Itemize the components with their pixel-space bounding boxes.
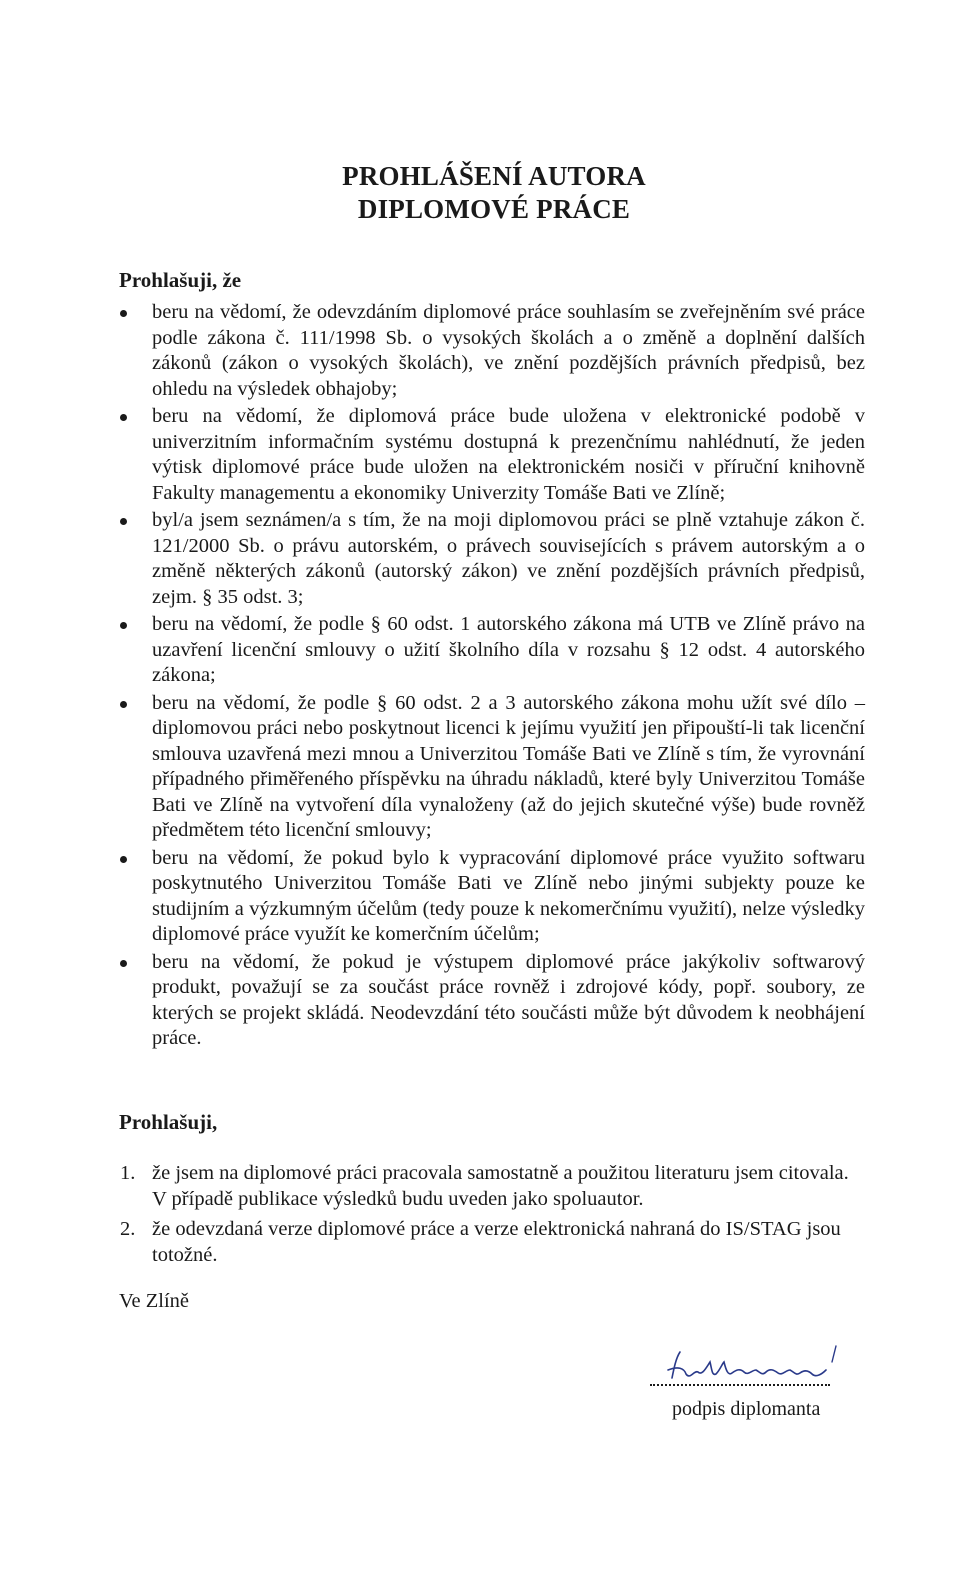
list-item-text: beru na vědomí, že podle § 60 odst. 2 a 3 autorského zákona mohu užít své dílo – diplomovou práci nebo poskytnout licenci k jejímu využití jen připouští-li tak licenční smlouva uzavřená mezi mnou a Univerzitou Tomáše Bati ve Zlíně s tím, že vyrovnání případného přiměřeného příspěvku na úhradu nákladů, které byly Univerzitou Tomáše Bati ve Zlíně na vytvoření díla vynaloženy (až do jejich skutečné výše) bude rovněž předmětem této licenční smlouvy;: [152, 691, 865, 841]
bullet-icon: [120, 414, 127, 421]
list-item-text: beru na vědomí, že pokud bylo k vypracování diplomové práce využito softwaru poskytnutého Univerzitou Tomáše Bati ve Zlíně nebo jinými subjekty pouze ke studijním a výzkumným účelům (tedy pouze k nekomerčnímu využití), nelze výsledky diplomové práce využít ke komerčním účelům;: [152, 846, 865, 945]
declaration-numbered-list: [120, 1160, 865, 1272]
bullet-icon: [120, 622, 127, 629]
list-item: [120, 1216, 865, 1268]
section2-heading: Prohlašuji,: [119, 1110, 218, 1134]
list-item: [120, 1160, 865, 1212]
signature-block: [640, 1340, 860, 1430]
document-title: [0, 160, 960, 226]
bullet-icon: [120, 856, 127, 863]
list-item-text: beru na vědomí, že pokud je výstupem diplomové práce jakýkoliv softwarový produkt, považují se za součást práce rovněž i zdrojové kódy, popř. soubory, ze kterých se projekt skládá. Neodevzdání této součásti může být důvodem k neobhájení práce.: [152, 950, 865, 1049]
handwritten-signature: [650, 1340, 850, 1395]
declaration-bullet-list: [120, 300, 865, 1052]
list-item-text: že jsem na diplomové práci pracovala samostatně a použitou literaturu jsem citovala. V případě publikace výsledků budu uveden jako spoluautor.: [152, 1162, 849, 1210]
list-item: [120, 612, 865, 689]
list-item: [120, 404, 865, 506]
list-item-text: že odevzdaná verze diplomové práce a verze elektronická nahraná do IS/STAG jsou totožné.: [152, 1218, 841, 1266]
section1-heading: Prohlašuji, že: [119, 268, 242, 292]
bullet-icon: [120, 701, 127, 708]
bullet-icon: [120, 960, 127, 967]
list-item: [120, 846, 865, 948]
list-item: [120, 691, 865, 844]
list-item-number: 1.: [120, 1162, 136, 1184]
list-item-text: byl/a jsem seznámen/a s tím, že na moji diplomovou práci se plně vztahuje zákon č. 121/2000 Sb. o právu autorském, o právech souvisejících s právem autorským a o změně některých zákonů (autorský zákon) ve znění pozdějších právních předpisů, zejm. § 35 odst. 3;: [152, 509, 865, 608]
list-item: [120, 508, 865, 610]
signature-text: [640, 1340, 641, 1341]
signature-label: podpis diplomanta: [672, 1398, 821, 1420]
title-line-1: PROHLÁŠENÍ AUTORA: [342, 161, 646, 191]
list-item: [120, 300, 865, 402]
list-item: [120, 950, 865, 1052]
list-item-text: beru na vědomí, že odevzdáním diplomové práce souhlasím se zveřejněním své práce podle zákona č. 111/1998 Sb. o vysokých školách a o změně a doplnění dalších zákonů (zákon o vysokých školách), ve znění pozdějších právních předpisů, bez ohledu na výsledek obhajoby;: [152, 301, 865, 400]
signature-dotted-line: [650, 1384, 830, 1386]
list-item-number: 2.: [120, 1218, 136, 1240]
list-item-text: beru na vědomí, že podle § 60 odst. 1 autorského zákona má UTB ve Zlíně právo na uzavření licenční smlouvy o užití školního díla v rozsahu § 12 odst. 4 autorského zákona;: [152, 613, 865, 686]
list-item-text: beru na vědomí, že diplomová práce bude uložena v elektronické podobě v univerzitním informačním systému dostupná k prezenčnímu nahlédnutí, že jeden výtisk diplomové práce bude uložen na elektronickém nosiči v příruční knihovně Fakulty managementu a ekonomiky Univerzity Tomáše Bati ve Zlíně;: [152, 405, 865, 504]
bullet-icon: [120, 518, 127, 525]
title-line-2: DIPLOMOVÉ PRÁCE: [357, 194, 631, 224]
bullet-icon: [120, 310, 127, 317]
place-line: Ve Zlíně: [119, 1290, 190, 1312]
